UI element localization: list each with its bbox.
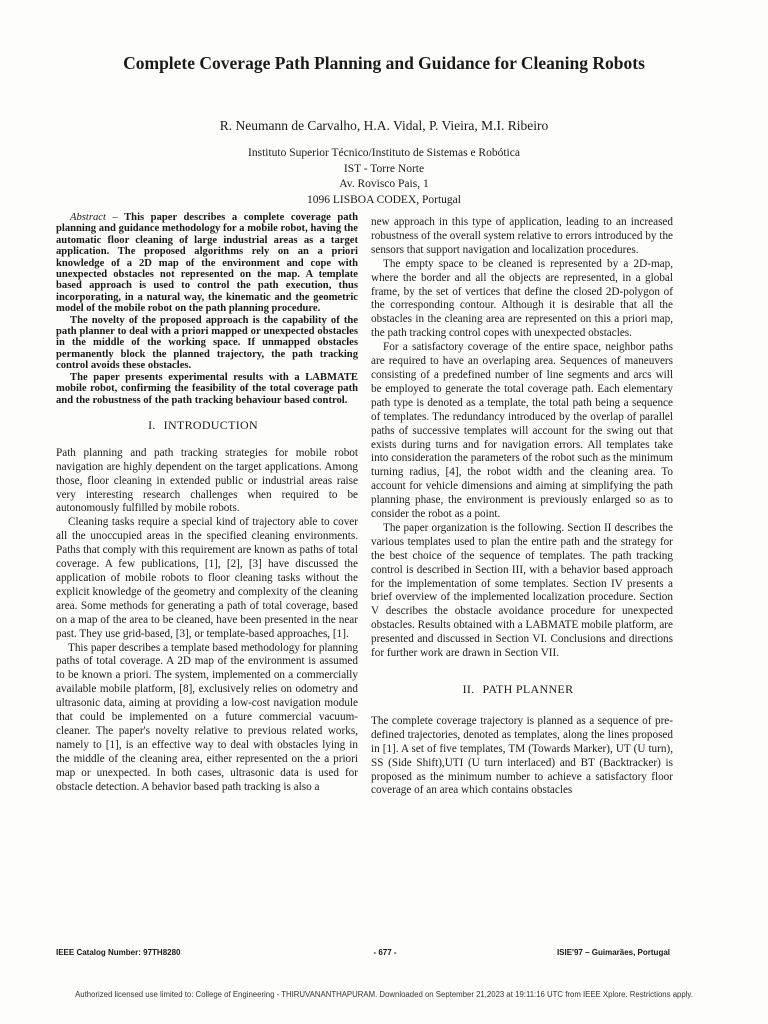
body-paragraph: Path planning and path tracking strategies for mobile robot navigation are highly dependent on the target applications. Among those, floor cleaning in extended public or industrial areas raise very interesting research challenges when required to be autonomously fulfilled by mobile robots.: [56, 446, 358, 515]
section-number: I.: [148, 417, 156, 432]
body-paragraph: The empty space to be cleaned is represented by a 2D-map, where the border and all the objects are represented, in a global frame, by the set of vertices that define the closed 2D-polygon of the corresponding contour. Although it is desirable that all the obstacles in the cleaning area are represented on this a priori map, the path tracking control copes with unexpected obstacles.: [371, 257, 673, 340]
abstract: [56, 212, 358, 406]
body-paragraph: The complete coverage trajectory is planned as a sequence of pre-defined trajectories, denoted as templates, along the lines proposed in [1]. A set of five templates, TM (Towards Marker), UT (U turn), SS (Side Shift),UTI (U turn interlaced) and BT (Backtracker) is proposed as the minimum number to achieve a satisfactory floor coverage of an area which contains obstacles: [371, 714, 673, 797]
right-column: [371, 216, 673, 798]
license-notice: Authorized licensed use limited to: College of Engineering - THIRUVANANTHAPURAM. Downloaded on September 21,2023 at 19:11:16 UTC from IEEE Xplore. Restrictions apply.: [75, 990, 693, 999]
affiliation-line: IST - Torre Norte: [343, 162, 425, 175]
abstract-paragraph: This paper describes a complete coverage path planning and guidance methodology for a mobile robot, having the automatic floor cleaning of large industrial areas as a target application. The proposed algorithms rely on an a priori knowledge of a 2D map of the environment and cope with unexpected obstacles not represented on the map. A template based approach is used to control the path execution, thus incorporating, in a natural way, the kinematic and the geometric model of the mobile robot on the path planning procedure.: [56, 212, 358, 315]
body-paragraph: Cleaning tasks require a special kind of trajectory able to cover all the unoccupied areas in the specified cleaning environments. Paths that comply with this requirement are known as paths of total coverage. A few publications, [1], [2], [3] have discussed the application of mobile robots to floor cleaning tasks without the explicit knowledge of the geometry and complexity of the cleaning area. Some methods for generating a path of total coverage, based on a map of the area to be cleaned, have been presented in the near past. They use grid-based, [3], or template-based approaches, [1].: [56, 516, 358, 640]
footer-catalog: IEEE Catalog Number: 97TH8280: [56, 948, 181, 957]
body-paragraph: This paper describes a template based methodology for planning paths of total coverage. A 2D map of the environment is assumed to be known a priori. The system, implemented on a commercially available mobile platform, [8], exclusively relies on odometry and ultrasonic data, aiming at providing a low-cost navigation module that could be implemented on a future commercial vacuum-cleaner. The paper's novelty relative to previous related works, namely to [1], is an effective way to deal with obstacles lying in the middle of the cleaning area, either represented on the a priori map or unexpected. In both cases, ultrasonic data is used for obstacle detection. A behavior based path tracking is also a: [56, 641, 358, 793]
section-heading-introduction: [56, 419, 358, 433]
abstract-label: Abstract –: [70, 212, 118, 223]
affiliation-line: 1096 LISBOA CODEX, Portugal: [307, 193, 461, 206]
paper-title: Complete Coverage Path Planning and Guidance for Cleaning Robots: [123, 53, 645, 73]
body-paragraph: new approach in this type of application, leading to an increased robustness of the overall system relative to errors introduced by the sensors that support navigation and localization procedures.: [371, 216, 673, 256]
footer-page-number: - 677 -: [373, 948, 397, 957]
section-heading-path-planner: [371, 683, 673, 697]
abstract-paragraph: The novelty of the proposed approach is the capability of the path planner to deal with a priori mapped or unexpected obstacles in the middle of the working space. If unmapped obstacles permanently block the planned trajectory, the path tracking control avoids these obstacles.: [56, 314, 358, 372]
body-paragraph: The paper organization is the following. Section II describes the various templates used to plan the entire path and the strategy for the best choice of the sequence of templates. The path tracking control is described in Section III, with a behavior based approach for the implementation of some templates. Section IV presents a brief overview of the implemented localization procedure. Section V describes the obstacle avoidance procedure for unexpected obstacles. Results obtained with a LABMATE mobile platform, are presented and discussed in Section VI. Conclusions and directions for further work are drawn in Section VII.: [371, 521, 673, 660]
left-column: [56, 212, 358, 794]
section-number: II.: [462, 682, 475, 696]
footer-conference: ISIE'97 – Guimarães, Portugal: [556, 948, 670, 957]
affiliation: [60, 146, 708, 208]
affiliation-line: Instituto Superior Técnico/Instituto de Sistemas e Robótica: [248, 147, 520, 159]
section-title: INTRODUCTION: [163, 417, 258, 432]
abstract-paragraph: The paper presents experimental results with a LABMATE mobile robot, confirming the feasibility of the total coverage path and the robustness of the path tracking behaviour based control.: [56, 371, 358, 406]
paper-authors: R. Neumann de Carvalho, H.A. Vidal, P. Vieira, M.I. Ribeiro: [219, 118, 549, 133]
section-title: PATH PLANNER: [482, 682, 574, 696]
affiliation-line: Av. Rovisco Pais, 1: [339, 178, 429, 190]
body-paragraph: For a satisfactory coverage of the entire space, neighbor paths are required to have an overlaping area. Sequences of maneuvers consisting of a predefined number of line segments and arcs will be employed to generate the total coverage path. Each elementary path type is denoted as a template, the total path being a sequence of templates. The redundancy introduced by the overlap of parallel paths of successive templates will account for the swing out that exists during turns and for navigation errors. All templates take into consideration the parameters of the robot such as the minimum turning radius, [4], the robot width and the cleaning area. To account for vehicle dimensions and aiming at simplifying the path planning phase, the environment is previously enlarged so as to consider the robot as a point.: [371, 341, 673, 521]
